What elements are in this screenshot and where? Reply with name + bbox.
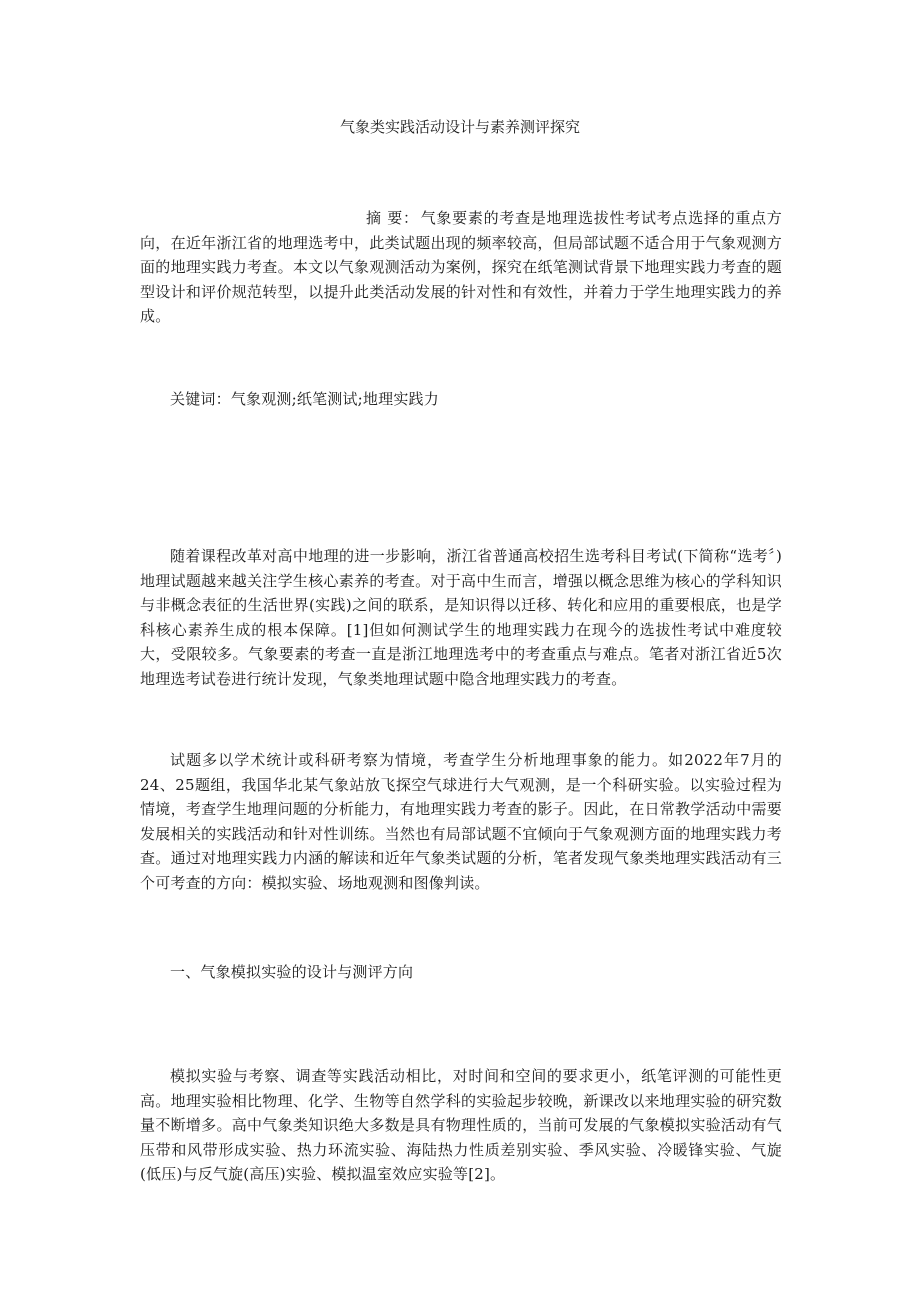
- abstract-text: 气象要素的考查是地理选拔性考试考点选择的重点方向，在近年浙江省的地理选考中，此类试题出现的频率较高，但局部试题不适合用于气象观测方面的地理实践力考查。本文以气象观测活动为案例，探究在纸笔测试背景下地理实践力考查的题型设计和评价规范转型，以提升此类活动发展的针对性和有效性，并着力于学生地理实践力的养成。: [140, 209, 782, 325]
- abstract: [140, 206, 782, 329]
- section-paragraph: 模拟实验与考察、调查等实践活动相比，对时间和空间的要求更小，纸笔评测的可能性更高。地理实验相比物理、化学、生物等自然学科的实验起步较晚，新课改以来地理实验的研究数量不断增多。高中气象类知识绝大多数是具有物理性质的，当前可发展的气象模拟实验活动有气压带和风带形成实验、热力环流实验、海陆热力性质差别实验、季风实验、冷暖锋实验、气旋(低压)与反气旋(高压)实验、模拟温室效应实验等[2]。: [140, 1067, 782, 1183]
- section-heading: 一、气象模拟实验的设计与测评方向: [170, 963, 414, 981]
- body-paragraph-1: 随着课程改革对高中地理的进一步影响，浙江省普通高校招生选考科目考试(下简称“选考〞)地理试题越来越关注学生核心素养的考查。对于高中生而言，增强以概念思维为核心的学科知识与非概念表征的生活世界(实践)之间的联系，是知识得以迁移、转化和应用的重要根底，也是学科核心素养生成的根本保障。[1]但如何测试学生的地理实践力在现今的选拔性考试中难度较大，受限较多。气象要素的考查一直是浙江地理选考中的考查重点与难点。笔者对浙江省近5次地理选考试卷进行统计发现，气象类地理试题中隐含地理实践力的考查。: [140, 547, 782, 688]
- keywords: [140, 387, 782, 412]
- body-paragraph-2: 试题多以学术统计或科研考察为情境，考查学生分析地理事象的能力。如2022年7月的24、25题组，我国华北某气象站放飞探空气球进行大气观测，是一个科研实验。以实验过程为情境，考查学生地理问题的分析能力，有地理实践力考查的影子。因此，在日常教学活动中需要发展相关的实践活动和针对性训练。当然也有局部试题不宜倾向于气象观测方面的地理实践力考查。通过对地理实践力内涵的解读和近年气象类试题的分析，笔者发现气象类地理实践活动有三个可考查的方向：模拟实验、场地观测和图像判读。: [140, 751, 782, 892]
- keywords-label: 关键词：: [170, 390, 231, 408]
- keywords-text: 气象观测;纸笔测试;地理实践力: [230, 390, 439, 408]
- document-title: 气象类实践活动设计与素养测评探究: [339, 118, 580, 136]
- abstract-label: 摘 要：: [366, 209, 419, 227]
